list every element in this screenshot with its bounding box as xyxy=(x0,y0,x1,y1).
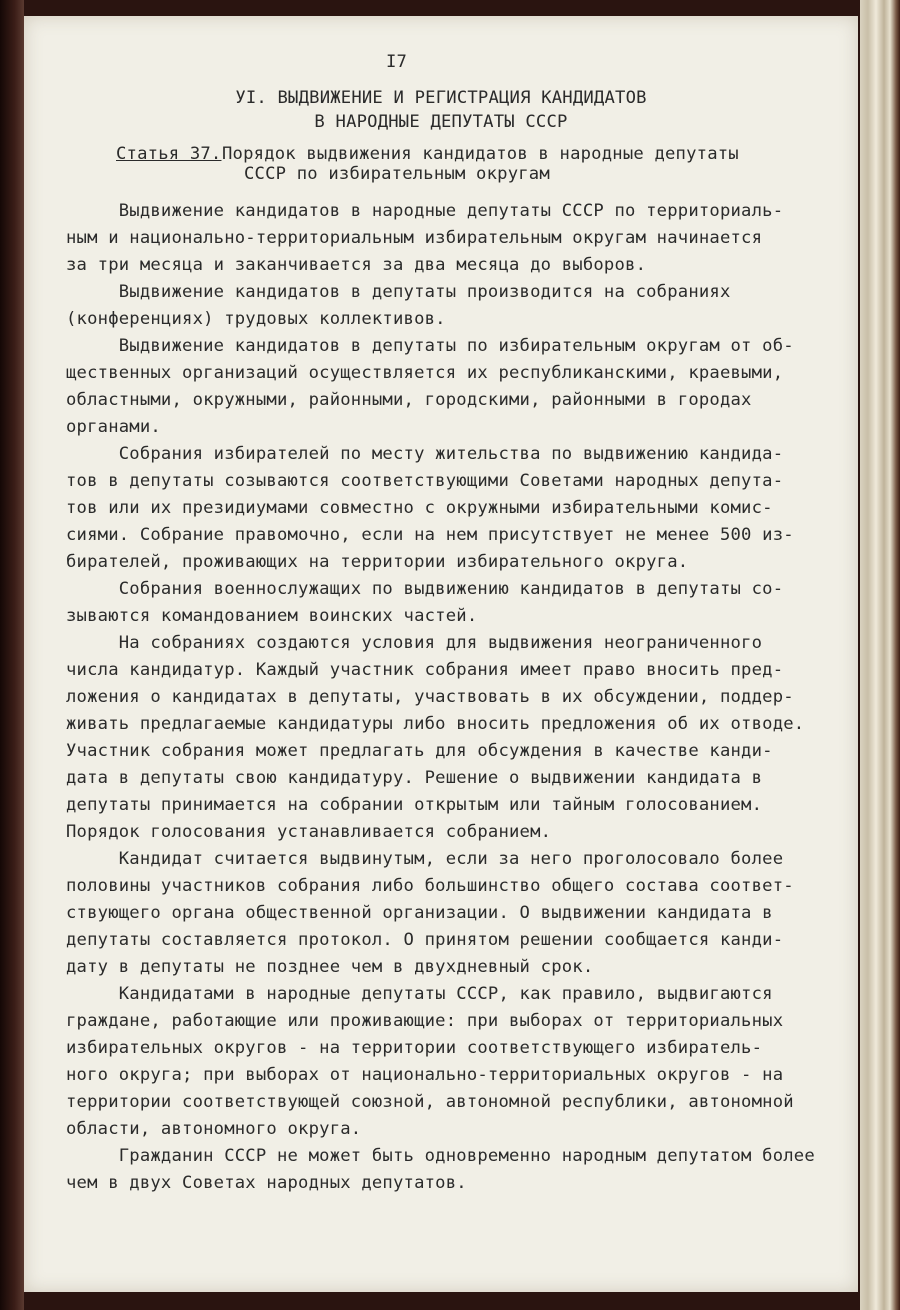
body-line: чем в двух Советах народных депутатов. xyxy=(66,1173,467,1193)
book-binding-left xyxy=(0,0,24,1310)
body-line: сиями. Собрание правомочно, если на нем присутствует не менее 500 из- xyxy=(66,525,794,545)
body-line: Выдвижение кандидатов в депутаты производится на собраниях xyxy=(66,282,731,302)
article-title-line2: СССР по избирательным округам xyxy=(244,164,550,184)
body-line: Гражданин СССР не может быть одновременно народным депутатом более xyxy=(66,1146,815,1166)
body-line: тов или их президиумами совместно с окружными избирательными комис- xyxy=(66,498,773,518)
body-line: числа кандидатур. Каждый участник собрания имеет право вносить пред- xyxy=(66,660,784,680)
body-line: дата в депутаты свою кандидатуру. Решение о выдвижении кандидата в xyxy=(66,768,763,788)
body-line: ного округа; при выборах от национально-территориальных округов - на xyxy=(66,1065,784,1085)
body-line: Участник собрания может предлагать для обсуждения в качестве канди- xyxy=(66,741,773,761)
body-line: ложения о кандидатах в депутаты, участвовать в их обсуждении, поддер- xyxy=(66,687,794,707)
body-line: территории соответствующей союзной, автономной республики, автономной xyxy=(66,1092,794,1112)
body-line: (конференциях) трудовых коллективов. xyxy=(66,309,446,329)
body-line: Выдвижение кандидатов в депутаты по избирательным округам от об- xyxy=(66,336,794,356)
page-number: I7 xyxy=(386,52,408,72)
body-line: ствующего органа общественной организации. О выдвижении кандидата в xyxy=(66,903,773,923)
article-body xyxy=(66,198,815,1197)
body-line: дату в депутаты не позднее чем в двухдневный срок. xyxy=(66,957,594,977)
body-line: органами. xyxy=(66,417,161,437)
body-line: Кандидатами в народные депутаты СССР, как правило, выдвигаются xyxy=(66,984,773,1004)
body-line: бирателей, проживающих на территории избирательного округа. xyxy=(66,552,689,572)
body-line: Выдвижение кандидатов в народные депутаты СССР по территориаль- xyxy=(66,201,784,221)
body-line: зываются командованием воинских частей. xyxy=(66,606,478,626)
body-line: половины участников собрания либо большинство общего состава соответ- xyxy=(66,876,794,896)
document-page xyxy=(24,16,858,1292)
article-title-line1: Порядок выдвижения кандидатов в народные депутаты xyxy=(222,144,739,164)
body-line: граждане, работающие или проживающие: при выборах от территориальных xyxy=(66,1011,784,1031)
body-line: областными, окружными, районными, городскими, районными в городах xyxy=(66,390,752,410)
body-line: Кандидат считается выдвинутым, если за него проголосовало более xyxy=(66,849,784,869)
body-line: Порядок голосования устанавливается собранием. xyxy=(66,822,552,842)
body-line: депутаты составляется протокол. О принятом решении сообщается канди- xyxy=(66,930,784,950)
section-heading-line1: УI. ВЫДВИЖЕНИЕ И РЕГИСТРАЦИЯ КАНДИДАТОВ xyxy=(235,88,647,108)
body-line: за три месяца и заканчивается за два месяца до выборов. xyxy=(66,255,647,275)
body-line: Собрания военнослужащих по выдвижению кандидатов в депутаты со- xyxy=(66,579,784,599)
body-line: живать предлагаемые кандидатуры либо вносить предложения об их отводе. xyxy=(66,714,805,734)
body-line: На собраниях создаются условия для выдвижения неограниченного xyxy=(66,633,763,653)
body-line: избирательных округов - на территории соответствующего избиратель- xyxy=(66,1038,763,1058)
section-heading-line2: В НАРОДНЫЕ ДЕПУТАТЫ СССР xyxy=(314,112,568,132)
body-line: щественных организаций осуществляется их республиканскими, краевыми, xyxy=(66,363,784,383)
body-line: ным и национально-территориальным избирательным округам начинается xyxy=(66,228,763,248)
body-line: депутаты принимается на собрании открытым или тайным голосованием. xyxy=(66,795,763,815)
article-label: Статья 37. xyxy=(116,144,222,164)
book-page-edges xyxy=(860,0,900,1310)
body-line: Собрания избирателей по месту жительства по выдвижению кандида- xyxy=(66,444,784,464)
body-line: области, автономного округа. xyxy=(66,1119,362,1139)
body-line: тов в депутаты созываются соответствующими Советами народных депута- xyxy=(66,471,784,491)
